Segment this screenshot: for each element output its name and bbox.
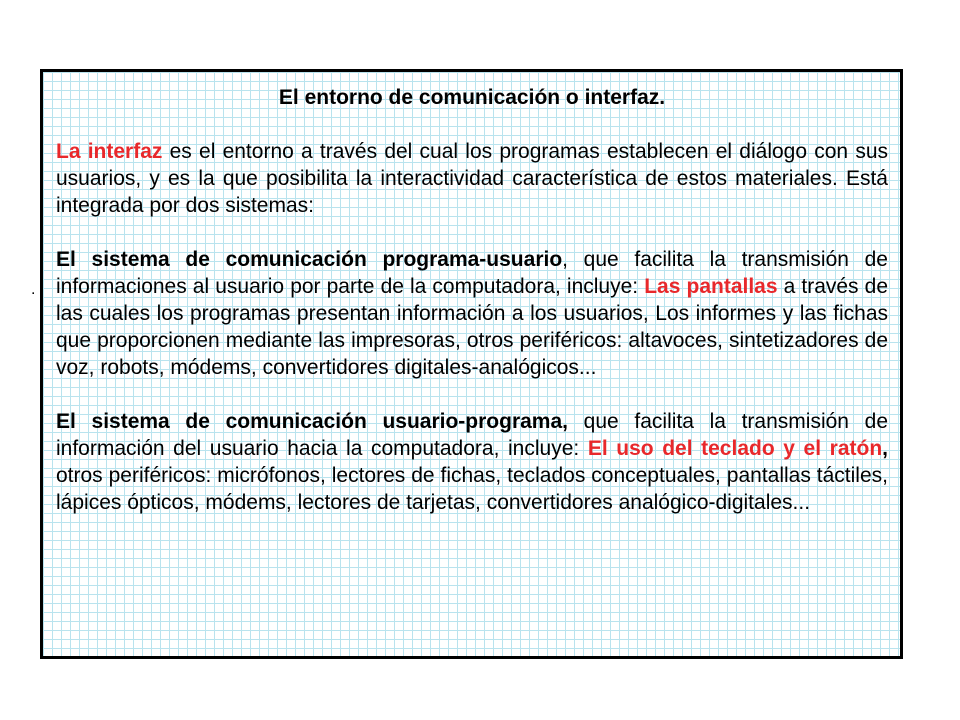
highlight-teclado-raton: El uso del teclado y el ratón	[587, 437, 883, 460]
usuario-programa-text-before: que facilita la transmisión de información del usuario hacia la computadora, incluye:	[56, 410, 888, 460]
usuario-programa-text-after: otros periféricos: micrófonos, lectores de fichas, teclados conceptuales, pantallas táctiles, lápices ópticos, módems, lectores de tarjetas, convertidores analógico-digitales...	[56, 464, 888, 514]
highlight-suffix: ,	[882, 437, 888, 460]
slide-title: El entorno de comunicación o interfaz.	[278, 86, 666, 109]
programa-usuario-text-after: a través de las cuales los programas presentan información a los usuarios, Los informes y las fichas que proporcionen mediante las impresoras, otros periféricos: altavoces, sintetizadores de voz, robots, módems, convertidores digitales-analógicos...	[56, 275, 888, 379]
paragraph-interfaz	[56, 138, 888, 219]
stray-dot: .	[31, 281, 36, 298]
highlight-pantallas: Las pantallas	[644, 275, 778, 298]
heading-usuario-programa: El sistema de comunicación usuario-programa,	[56, 410, 568, 433]
paragraph-interfaz-text: es el entorno a través del cual los programas establecen el diálogo con sus usuarios, y es la que posibilita la interactividad característica de estos materiales. Está integrada por dos sistemas:	[56, 140, 888, 217]
content-box	[40, 69, 903, 659]
heading-programa-usuario: El sistema de comunicación programa-usuario	[56, 248, 563, 271]
paragraph-usuario-programa	[56, 408, 888, 516]
paragraph-programa-usuario	[56, 246, 888, 381]
programa-usuario-text-before: , que facilita la transmisión de informaciones al usuario por parte de la computadora, incluye:	[56, 248, 888, 298]
term-interfaz: La interfaz	[56, 140, 163, 163]
